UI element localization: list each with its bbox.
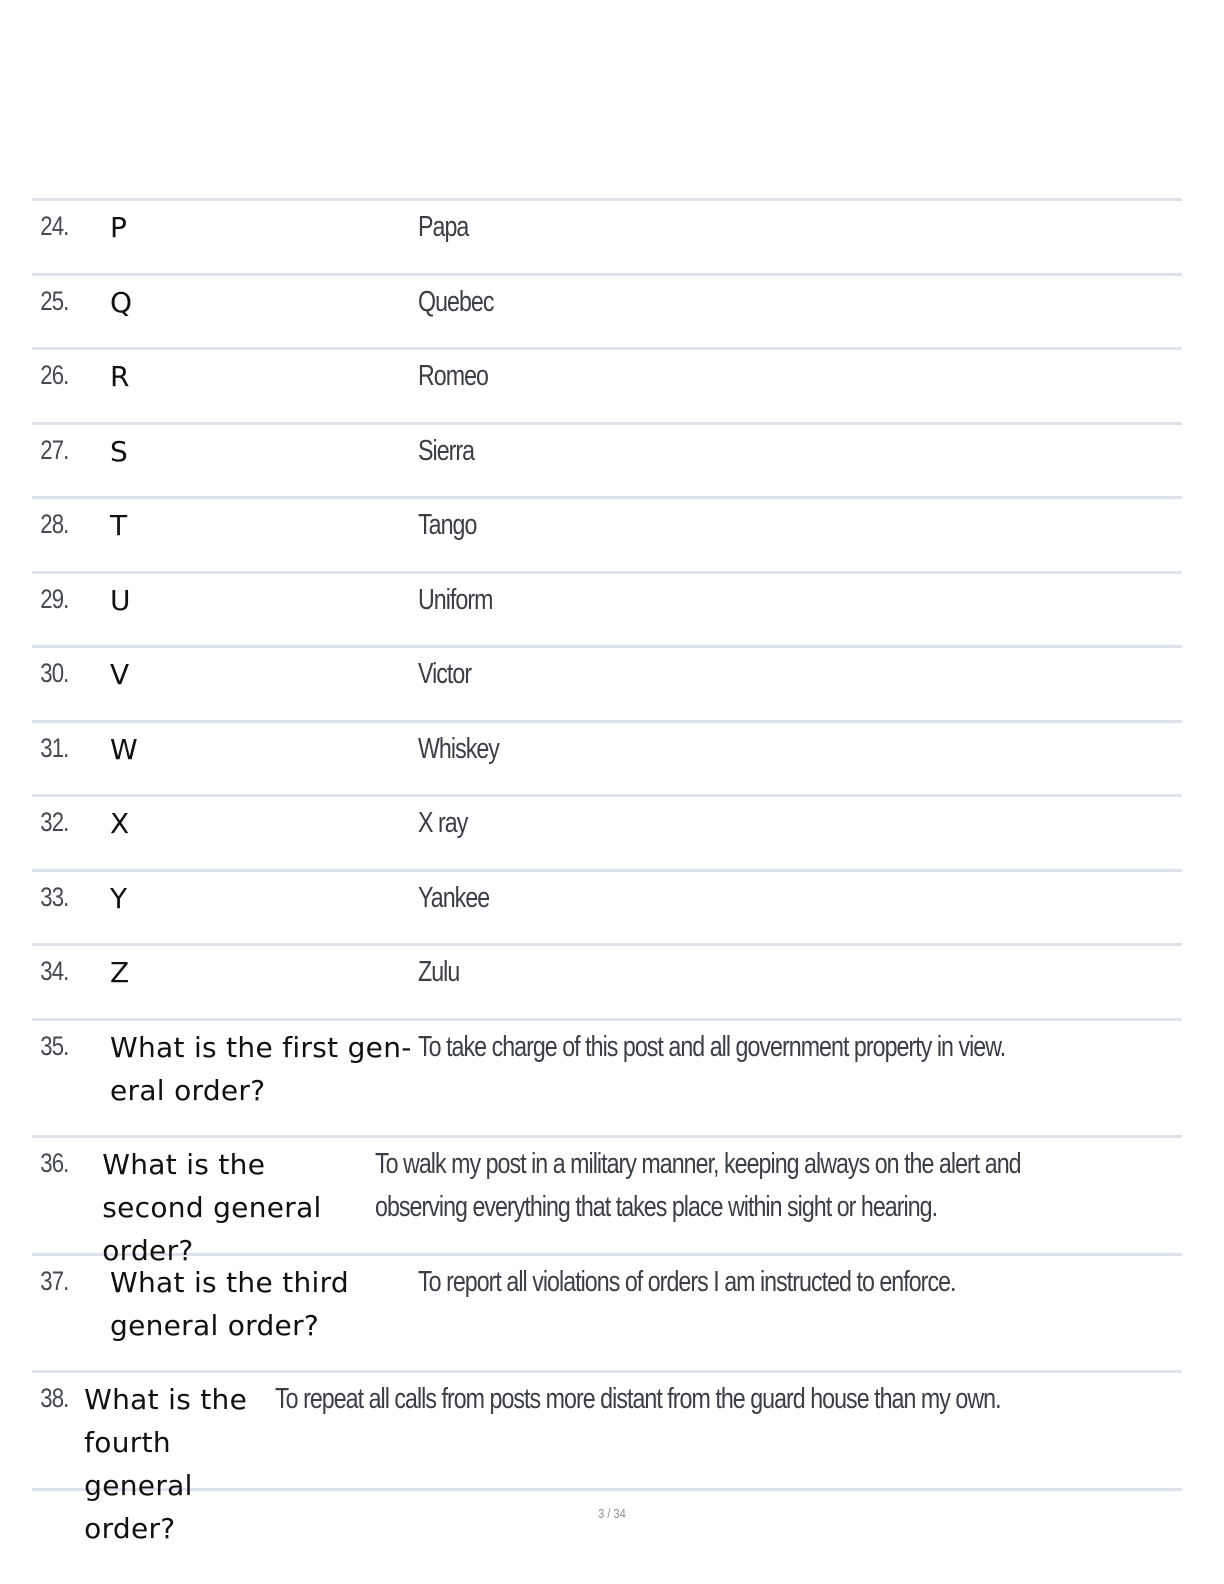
card-definition: To report all violations of orders I am instructed to enforce. [418,1265,956,1298]
card-number: 34. [40,956,69,986]
card-term: X [110,807,130,840]
card-number: 25. [40,285,69,316]
card-row [32,648,1182,723]
card-term: What is the fourth general order? [84,1383,248,1545]
card-row [32,350,1182,425]
card-definition: Uniform [418,583,493,616]
card-row [32,574,1182,649]
card-number: 24. [40,211,69,241]
card-number: 36. [40,1148,69,1178]
card-term: Z [110,956,130,989]
card-term: Y [110,881,128,915]
card-term: What is the first gen-eral order? [110,1030,412,1107]
card-definition: Sierra [418,434,475,467]
card-number: 26. [40,360,69,390]
card-number: 28. [40,509,69,539]
card-number: 38. [40,1383,69,1413]
card-row [32,1256,1182,1374]
card-term: R [110,360,130,393]
card-row [32,946,1182,1021]
card-row [32,201,1182,276]
card-term: T [110,509,128,542]
card-term: V [110,658,130,691]
card-number: 37. [40,1265,69,1296]
card-row [32,723,1182,798]
card-definition: Papa [418,211,469,243]
card-definition: Whiskey [418,732,499,765]
card-number: 33. [40,881,69,912]
card-number: 31. [40,732,69,763]
card-definition: Zulu [418,956,460,988]
card-definition: To repeat all calls from posts more distant from the guard house than my own. [275,1383,1001,1415]
card-number: 27. [40,434,69,465]
card-number: 30. [40,658,69,688]
card-term: What is the third general order? [110,1265,349,1342]
card-definition: Victor [418,658,472,690]
card-number: 29. [40,583,69,614]
card-row [32,499,1182,574]
card-term: U [110,583,131,617]
card-term: Q [110,285,133,319]
card-number: 35. [40,1030,69,1061]
page-indicator: 3 / 34 [598,1506,626,1521]
card-row [32,872,1182,947]
card-term: What is the second general order? [102,1148,322,1267]
card-definition: To take charge of this post and all government property in view. [418,1030,1006,1063]
card-row [32,425,1182,500]
card-definition: Yankee [418,881,490,914]
card-definition: X ray [418,807,468,839]
card-definition: Quebec [418,285,494,318]
card-definition: Tango [418,509,477,541]
card-definition: Romeo [418,360,488,392]
card-definition: To walk my post in a military manner, keeping always on the alert and observing everything that takes place within sight or hearing. [375,1148,1021,1223]
card-term: W [110,732,138,766]
card-number: 32. [40,807,69,837]
card-term: P [110,211,128,244]
card-row [32,1138,1182,1267]
card-row [32,276,1182,351]
card-row [32,797,1182,872]
card-term: S [110,434,129,468]
card-row [32,1021,1182,1139]
